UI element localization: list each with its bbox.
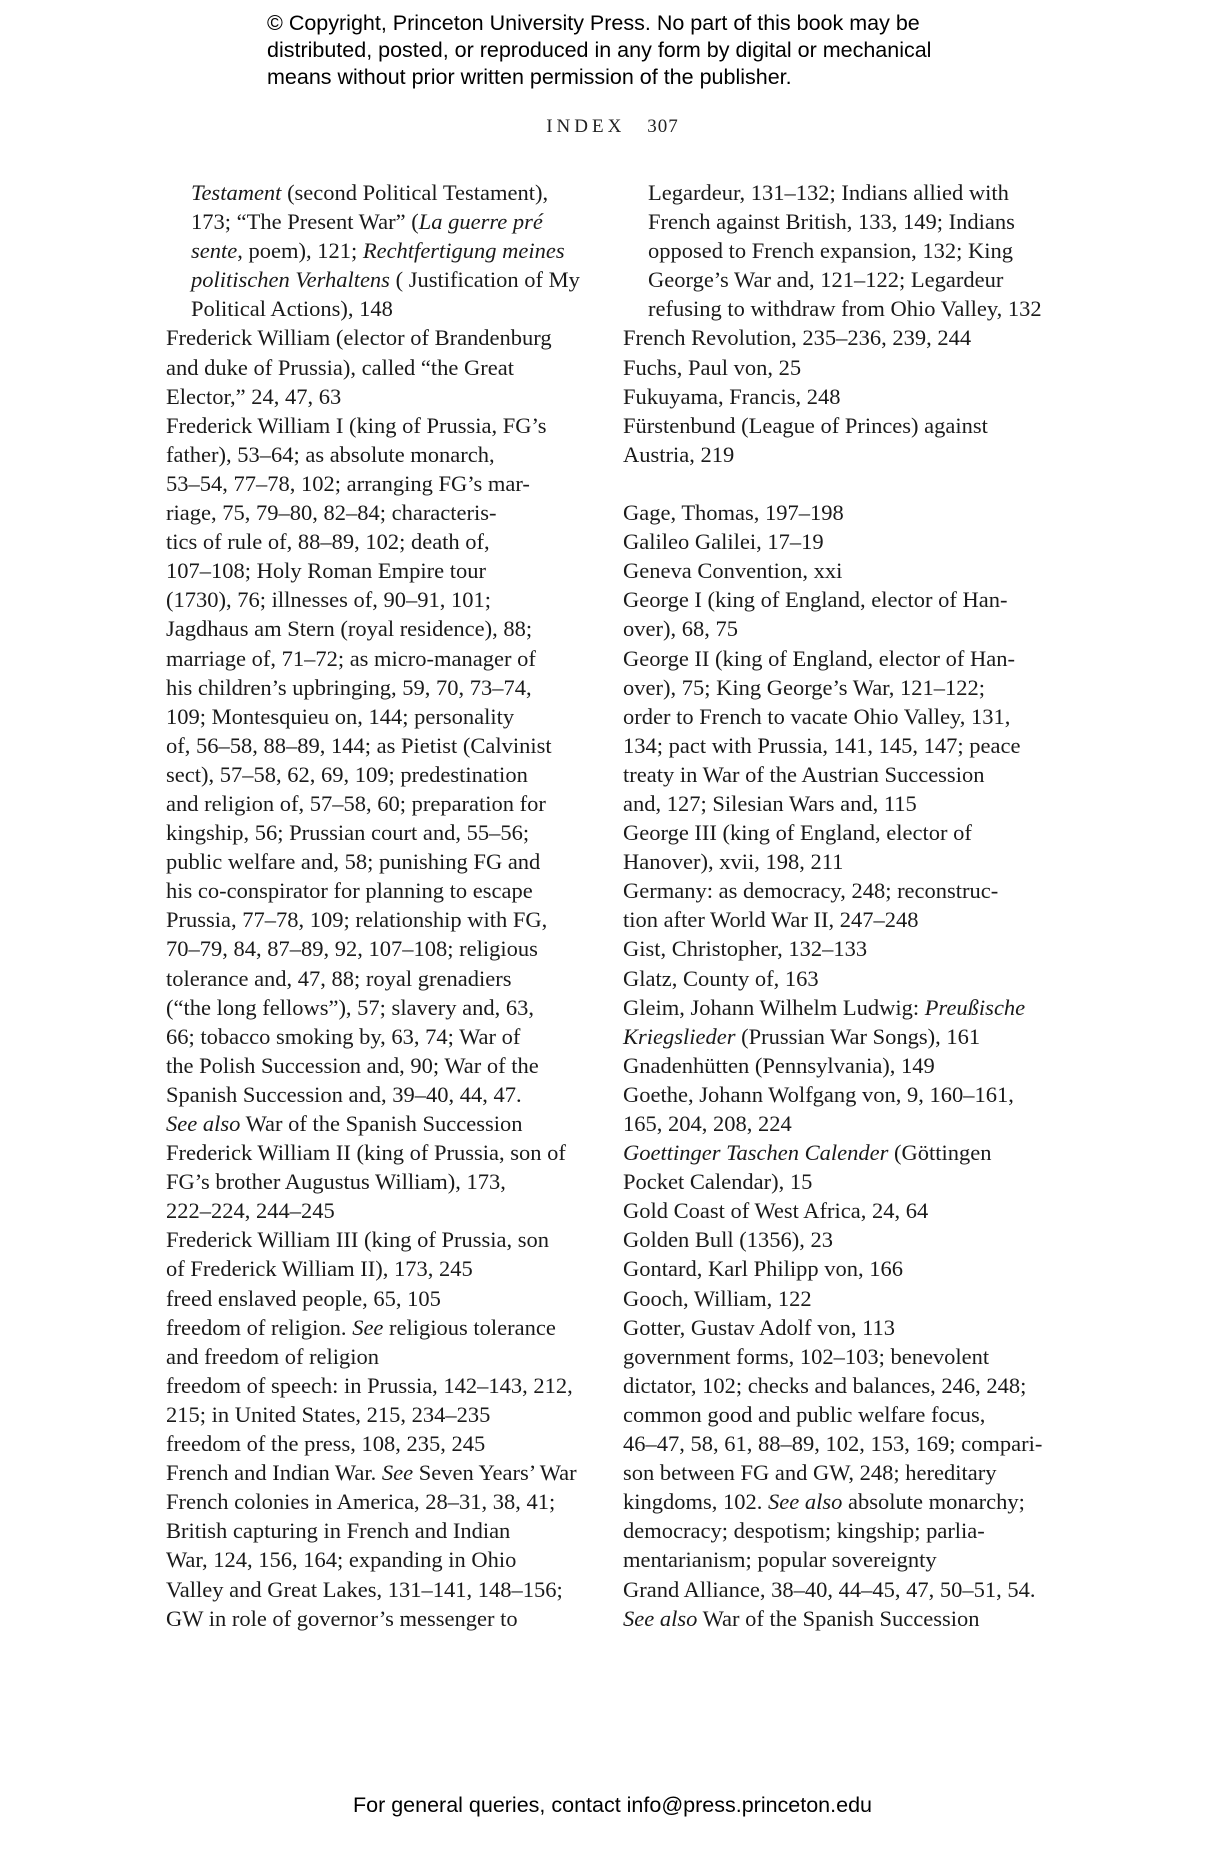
index-entry-line: Germany: as democracy, 248; reconstruc- <box>623 878 999 904</box>
index-entry <box>166 1429 586 1458</box>
index-entry <box>166 1458 586 1487</box>
page-number: 307 <box>647 116 679 137</box>
index-entry <box>623 876 1063 934</box>
index-entry-line: (“the long fellows”), 57; slavery and, 63, <box>166 994 535 1020</box>
index-entry <box>623 323 1063 352</box>
index-entry-line: Gontard, Karl Philipp von, 166 <box>623 1256 903 1282</box>
index-entry <box>623 1342 1063 1575</box>
index-entry-line: tion after World War II, 247–248 <box>623 907 919 933</box>
index-entry <box>623 1138 1063 1196</box>
index-entry-line: Valley and Great Lakes, 131–141, 148–156; <box>166 1576 563 1602</box>
index-entry-line: freedom of religion. See religious tolerance <box>166 1314 556 1340</box>
index-entry-line: and religion of, 57–58, 60; preparation for <box>166 790 546 816</box>
index-entry-line: government forms, 102–103; benevolent <box>623 1343 990 1369</box>
index-entry <box>623 934 1063 963</box>
index-entry <box>623 1196 1063 1225</box>
index-entry-line: of, 56–58, 88–89, 144; as Pietist (Calvinist <box>166 732 552 758</box>
index-entry-line: riage, 75, 79–80, 82–84; characteris- <box>166 500 497 526</box>
index-entry-line: Fürstenbund (League of Princes) against <box>623 412 988 438</box>
index-entry-line: treaty in War of the Austrian Succession <box>623 761 985 787</box>
index-entry <box>166 1487 586 1632</box>
running-title: INDEX <box>546 116 626 137</box>
index-entry <box>623 818 1063 876</box>
index-entry-line: of Frederick William II), 173, 245 <box>166 1256 473 1282</box>
index-entry-line: sect), 57–58, 62, 69, 109; predestination <box>166 761 528 787</box>
index-entry <box>623 1254 1063 1283</box>
index-entry <box>623 585 1063 643</box>
index-entry-line: the Polish Succession and, 90; War of the <box>166 1052 539 1078</box>
index-entry-line: his children’s upbringing, 59, 70, 73–74, <box>166 674 532 700</box>
index-entry-line: democracy; despotism; kingship; parlia- <box>623 1518 985 1544</box>
index-entry-line: opposed to French expansion, 132; King <box>648 238 1013 264</box>
index-entry <box>623 556 1063 585</box>
index-entry-line: 109; Montesquieu on, 144; personality <box>166 703 515 729</box>
index-entry-line: Frederick William I (king of Prussia, FG’s <box>166 412 547 438</box>
index-entry <box>166 1225 586 1283</box>
index-entry-line: over), 75; King George’s War, 121–122; <box>623 674 986 700</box>
running-head <box>0 116 1225 138</box>
index-entry <box>166 323 586 410</box>
index-entry <box>623 1080 1063 1138</box>
index-entry <box>623 644 1063 819</box>
index-entry-line: Frederick William (elector of Brandenburg <box>166 325 552 351</box>
index-entry <box>623 382 1063 411</box>
index-entry-continued <box>166 178 586 323</box>
index-entry-line: Gleim, Johann Wilhelm Ludwig: Preußische <box>623 994 1026 1020</box>
index-entry-line: Elector,” 24, 47, 63 <box>166 383 342 409</box>
index-entry-line: 134; pact with Prussia, 141, 145, 147; peace <box>623 732 1021 758</box>
index-entry-line: George I (king of England, elector of Han- <box>623 587 1008 613</box>
index-entry <box>623 1575 1063 1633</box>
index-entry-line: and duke of Prussia), called “the Great <box>166 354 514 380</box>
index-entry-line: Gold Coast of West Africa, 24, 64 <box>623 1198 929 1224</box>
index-entry-line: Geneva Convention, xxi <box>623 558 843 584</box>
index-entry-line: Kriegslieder (Prussian War Songs), 161 <box>623 1023 981 1049</box>
index-entry-line: Legardeur, 131–132; Indians allied with <box>648 180 1009 205</box>
index-entry <box>623 1051 1063 1080</box>
index-entry-line: Political Actions), 148 <box>191 296 393 322</box>
contact-footer: For general queries, contact info@press.princeton.edu <box>352 1793 872 1817</box>
index-entry-line: son between FG and GW, 248; hereditary <box>623 1460 997 1486</box>
index-entry-line: 222–224, 244–245 <box>166 1198 335 1224</box>
copyright-line: © Copyright, Princeton University Press. No part of this book may be <box>267 11 920 35</box>
index-entry <box>166 411 586 1138</box>
index-entry-line: (1730), 76; illnesses of, 90–91, 101; <box>166 587 491 613</box>
index-entry <box>623 498 1063 527</box>
index-entry <box>623 411 1063 469</box>
index-entry-line: kingdoms, 102. See also absolute monarchy; <box>623 1489 1025 1515</box>
index-entry-line: FG’s brother Augustus William), 173, <box>166 1169 506 1195</box>
index-entry-line: George III (king of England, elector of <box>623 820 972 846</box>
index-entry-line: Glatz, County of, 163 <box>623 965 819 991</box>
index-entry-line: Goethe, Johann Wolfgang von, 9, 160–161, <box>623 1081 1014 1107</box>
index-entry <box>623 527 1063 556</box>
index-entry-line: GW in role of governor’s messenger to <box>166 1605 518 1631</box>
index-entry-line: his co-conspirator for planning to escape <box>166 878 533 904</box>
index-entry-line: father), 53–64; as absolute monarch, <box>166 441 495 467</box>
index-entry-line: tolerance and, 47, 88; royal grenadiers <box>166 965 512 991</box>
index-entry-line: marriage of, 71–72; as micro-manager of <box>166 645 536 671</box>
index-entry <box>623 964 1063 993</box>
index-entry-line: kingship, 56; Prussian court and, 55–56; <box>166 820 530 846</box>
index-entry <box>623 1225 1063 1254</box>
index-entry-line: Pocket Calendar), 15 <box>623 1169 813 1195</box>
index-entry-line: Goettinger Taschen Calender (Göttingen <box>623 1140 992 1166</box>
index-entry-line: See also War of the Spanish Succession <box>623 1605 980 1631</box>
letter-group-spacer <box>623 469 1063 498</box>
index-entry <box>623 353 1063 382</box>
index-entry-line: Frederick William III (king of Prussia, son <box>166 1227 549 1253</box>
index-entry-line: order to French to vacate Ohio Valley, 131, <box>623 703 1011 729</box>
index-entry <box>166 1371 586 1429</box>
index-entry-line: freedom of the press, 108, 235, 245 <box>166 1431 486 1457</box>
index-entry-line: Spanish Succession and, 39–40, 44, 47. <box>166 1081 522 1107</box>
index-entry <box>166 1284 586 1313</box>
index-entry-line: Gooch, William, 122 <box>623 1285 812 1311</box>
index-entry <box>623 1313 1063 1342</box>
index-entry-line: 165, 204, 208, 224 <box>623 1111 792 1136</box>
index-entry-line: French against British, 133, 149; Indians <box>648 209 1015 235</box>
index-entry-line: George II (king of England, elector of Han- <box>623 645 1015 671</box>
index-entry-line: Galileo Galilei, 17–19 <box>623 529 824 555</box>
copyright-line: means without prior written permission of the publisher. <box>267 65 792 89</box>
copyright-line: distributed, posted, or reproduced in any form by digital or mechanical <box>267 38 932 62</box>
index-entry-line: 66; tobacco smoking by, 63, 74; War of <box>166 1023 521 1049</box>
index-entry-line: See also War of the Spanish Succession <box>166 1111 523 1136</box>
index-entry-continued <box>623 178 1063 323</box>
index-entry-line: 107–108; Holy Roman Empire tour <box>166 558 486 584</box>
index-entry-line: mentarianism; popular sovereignty <box>623 1547 937 1573</box>
index-entry-line: Fukuyama, Francis, 248 <box>623 383 841 409</box>
index-entry-line: freed enslaved people, 65, 105 <box>166 1285 441 1311</box>
index-entry-line: common good and public welfare focus, <box>623 1401 986 1427</box>
index-entry-line: politischen Verhaltens ( Justification of My <box>191 267 580 293</box>
index-entry-line: 173; “The Present War” (La guerre pré <box>191 209 543 235</box>
index-entry-line: Frederick William II (king of Prussia, son of <box>166 1140 566 1166</box>
index-entry <box>623 993 1063 1051</box>
index-entry <box>623 1284 1063 1313</box>
index-entry-line: and, 127; Silesian Wars and, 115 <box>623 790 917 816</box>
index-entry-line: refusing to withdraw from Ohio Valley, 132 <box>648 296 1042 322</box>
index-entry-line: Testament (second Political Testament), <box>191 180 549 205</box>
index-entry-line: 70–79, 84, 87–89, 92, 107–108; religious <box>166 936 538 962</box>
index-entry-line: Gotter, Gustav Adolf von, 113 <box>623 1314 895 1340</box>
index-entry-line: Jagdhaus am Stern (royal residence), 88; <box>166 616 533 642</box>
index-entry-line: British capturing in French and Indian <box>166 1518 511 1544</box>
index-entry-line: Grand Alliance, 38–40, 44–45, 47, 50–51, 54. <box>623 1576 1036 1602</box>
index-entry <box>166 1313 586 1371</box>
index-entry-line: Fuchs, Paul von, 25 <box>623 354 802 380</box>
index-entry-line: French Revolution, 235–236, 239, 244 <box>623 325 972 351</box>
index-entry-line: freedom of speech: in Prussia, 142–143, 212, <box>166 1372 573 1398</box>
index-entry-line: sente, poem), 121; Rechtfertigung meines <box>191 238 565 264</box>
index-entry-line: dictator, 102; checks and balances, 246, 248; <box>623 1372 1027 1398</box>
index-column-left <box>166 178 586 1633</box>
index-entry-line: George’s War and, 121–122; Legardeur <box>648 267 1004 293</box>
copyright-notice <box>267 10 1027 91</box>
index-entry-line: 215; in United States, 215, 234–235 <box>166 1401 491 1427</box>
index-entry-line: Golden Bull (1356), 23 <box>623 1227 833 1253</box>
index-entry-line: French colonies in America, 28–31, 38, 41; <box>166 1489 556 1515</box>
index-entry-line: tics of rule of, 88–89, 102; death of, <box>166 529 490 555</box>
index-entry-line: Gage, Thomas, 197–198 <box>623 500 844 526</box>
index-entry-line: Austria, 219 <box>623 441 735 467</box>
index-entry-line: and freedom of religion <box>166 1343 380 1369</box>
index-entry-line: public welfare and, 58; punishing FG and <box>166 849 541 875</box>
index-entry-line: over), 68, 75 <box>623 616 738 642</box>
index-entry-line: War, 124, 156, 164; expanding in Ohio <box>166 1547 517 1573</box>
index-entry-line: French and Indian War. See Seven Years’ War <box>166 1460 577 1486</box>
index-column-right <box>623 178 1063 1633</box>
index-entry-line: Hanover), xvii, 198, 211 <box>623 849 844 875</box>
index-entry-line: 53–54, 77–78, 102; arranging FG’s mar- <box>166 470 530 496</box>
index-entry-line: 46–47, 58, 61, 88–89, 102, 153, 169; compari- <box>623 1431 1043 1457</box>
index-entry-line: Gist, Christopher, 132–133 <box>623 936 868 962</box>
index-entry <box>166 1138 586 1225</box>
index-entry-line: Gnadenhütten (Pennsylvania), 149 <box>623 1052 935 1078</box>
index-entry-line: Prussia, 77–78, 109; relationship with FG, <box>166 907 548 933</box>
